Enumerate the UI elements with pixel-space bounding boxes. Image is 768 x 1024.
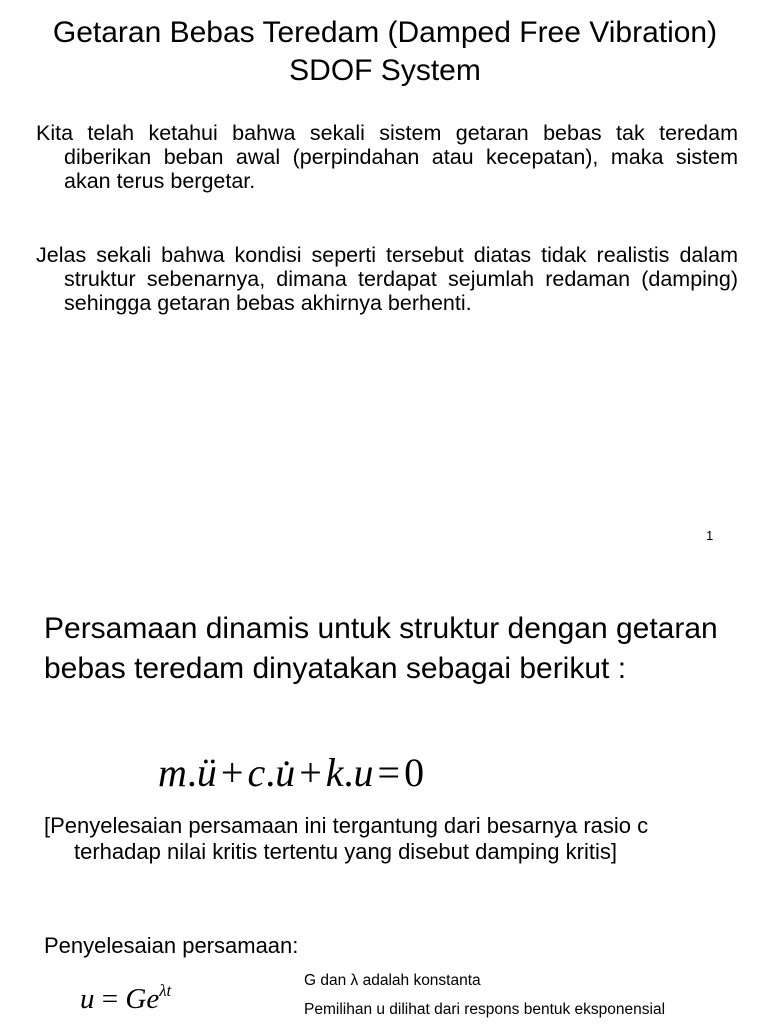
eq-mass: m [158, 750, 187, 795]
eq-velocity: u̇ [275, 750, 296, 795]
page-number: 1 [706, 528, 714, 543]
exponential-response-note: Pemilihan u dilihat dari respons bentuk eksponensial [304, 1001, 666, 1018]
constants-note: G dan λ adalah konstanta [304, 972, 481, 989]
sol-u: u [80, 983, 95, 1015]
eq-dot-1: . [186, 750, 197, 795]
eq-equals: = [377, 750, 401, 795]
eq-dot-3: . [343, 750, 354, 795]
sol-e: e [146, 983, 160, 1015]
sol-equals: = [101, 983, 119, 1015]
eq-dot-2: . [265, 750, 276, 795]
eq-plus-2: + [299, 750, 322, 795]
slide-2 [0, 565, 768, 1024]
eq-zero: 0 [404, 750, 425, 795]
eq-displacement: u [353, 750, 374, 795]
critical-damping-note: [Penyelesaian persamaan ini tergantung dari besarnya rasio c terhadap nilai kritis tertentu yang disebut damping kritis] [44, 813, 649, 864]
eq-acceleration: ü [196, 750, 217, 795]
eq-damping: c [247, 750, 266, 795]
slide-title: Getaran Bebas Teredam (Damped Free Vibration) SDOF System [52, 16, 718, 87]
equation-intro-text: Persamaan dinamis untuk struktur dengan getaran bebas teredam dinyatakan sebagai berikut : [44, 612, 718, 685]
solution-equation [80, 973, 171, 1017]
sol-exponent: λt [159, 981, 172, 1000]
equation-of-motion [158, 749, 424, 797]
paragraph-damping-realism: Jelas sekali bahwa kondisi seperti tersebut diatas tidak realistis dalam struktur sebenarnya, dimana terdapat sejumlah redaman (damping) sehingga getaran bebas akhirnya berhenti. [36, 243, 738, 315]
paragraph-initial-load: Kita telah ketahui bahwa sekali sistem getaran bebas tak teredam diberikan beban awal (perpindahan atau kecepatan), maka sistem akan terus bergetar. [36, 121, 738, 193]
sol-G: G [125, 983, 147, 1015]
eq-stiffness: k [325, 750, 344, 795]
solution-label: Penyelesaian persamaan: [44, 933, 299, 958]
eq-plus-1: + [220, 750, 244, 795]
